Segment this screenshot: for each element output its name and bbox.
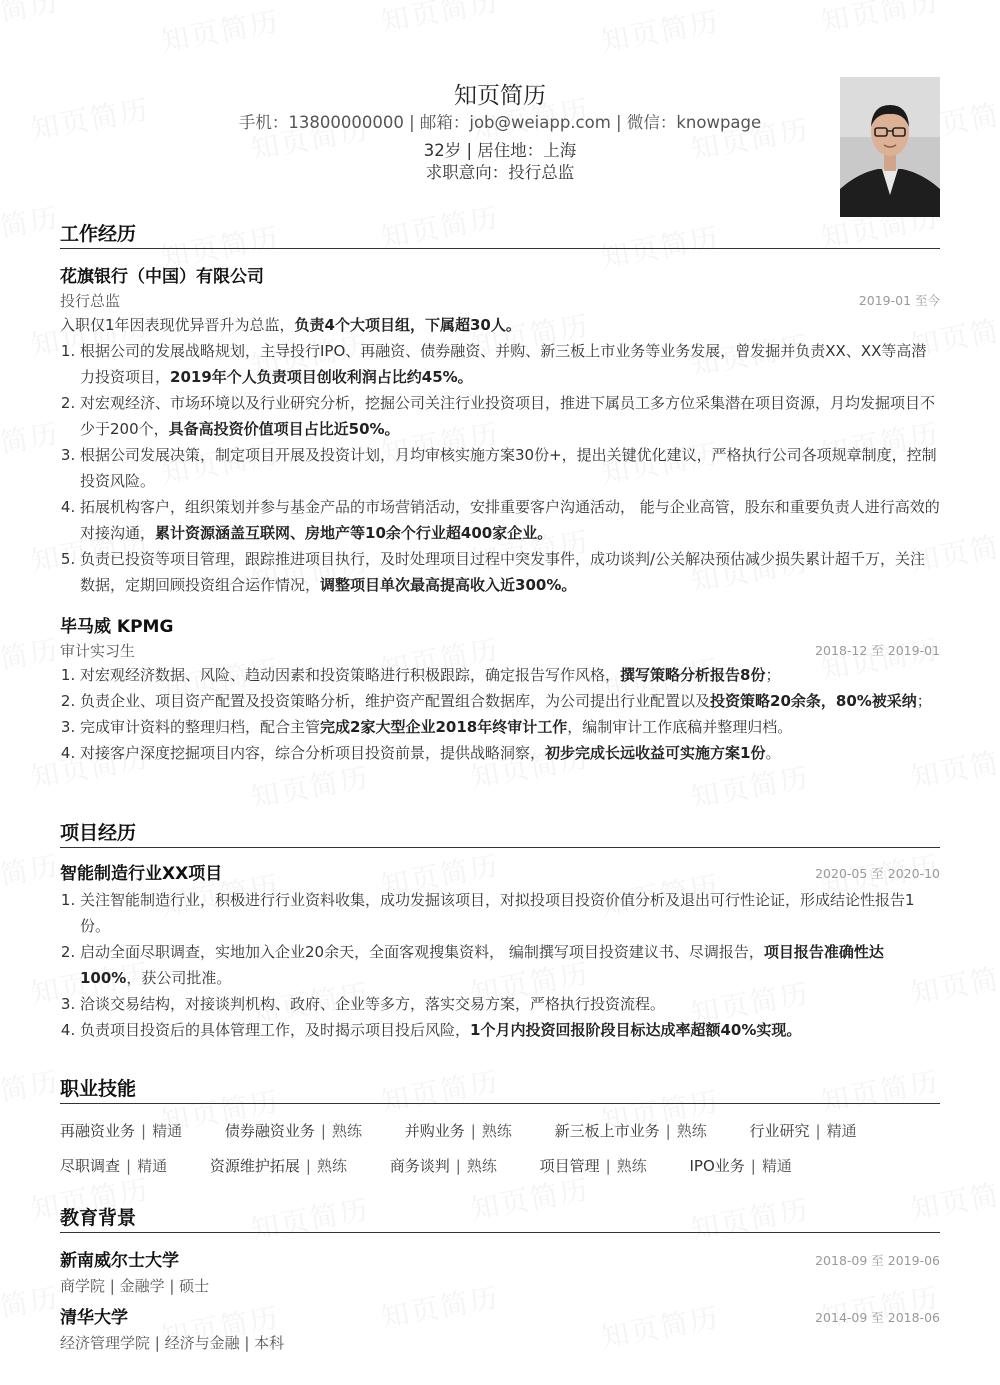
intro-text: 入职仅1年因表现优异晋升为总监， [60, 316, 295, 334]
job-date: 2019-01 至今 [858, 293, 940, 308]
project-date: 2020-05 至 2020-10 [815, 866, 940, 881]
work-entry [60, 614, 940, 766]
watermark-text [157, 0, 282, 60]
list-item: 1. 根据公司的发展战略规划，主导投行IPO、再融资、债券融资、并购、新三板上市业务等业务发展，曾发掘并负责XX、XX等高潜力投资项目，2019年个人负责项目创收利润占比约45%。 [80, 338, 940, 390]
list-item: 2. 对宏观经济、市场环境以及行业研究分析，挖掘公司关注行业投资项目，推进下属员工多方位采集潜在项目资源，月均发掘项目不少于200个，具备高投资价值项目占比近50%。 [80, 390, 940, 442]
list-item: 4. 对接客户深度挖掘项目内容，综合分析项目投资前景，提供战略洞察，初步完成长远收益可实施方案1份。 [80, 740, 940, 766]
job-date: 2018-12 至 2019-01 [815, 643, 940, 658]
work-entry-sub [60, 640, 940, 662]
project-entry-head [60, 861, 940, 887]
section-title-skills: 职业技能 [60, 1077, 940, 1104]
school-name: 清华大学 [60, 1308, 128, 1328]
skill-item: 并购业务 | 熟练 [404, 1122, 512, 1140]
watermark-text [597, 0, 722, 60]
watermark-text [0, 196, 63, 256]
project-duties [60, 887, 940, 1043]
skill-item: 行业研究 | 精通 [749, 1122, 857, 1140]
edu-date: 2018-09 至 2019-06 [815, 1253, 940, 1268]
job-intro [60, 312, 940, 338]
watermark-text [377, 0, 502, 40]
job-duties [60, 338, 940, 598]
list-item: 3. 完成审计资料的整理归档，配合主管完成2家大型企业2018年终审计工作，编制审计工作底稿并整理归档。 [80, 714, 940, 740]
profile-photo [840, 77, 940, 217]
intro-highlight: 负责4个大项目组，下属超30人。 [294, 316, 521, 334]
skill-row [60, 1149, 940, 1184]
age-location: 32岁 | 居住地：上海 [423, 141, 577, 160]
skill-item: 尽职调查 | 精通 [60, 1157, 168, 1175]
list-item: 3. 根据公司发展决策，制定项目开展及投资计划，月均审核实施方案30份+，提出关键优化建议，严格执行公司各项规章制度，控制投资风险。 [80, 442, 940, 494]
list-item: 3. 洽谈交易结构，对接谈判机构、政府、企业等多方，落实交易方案，严格执行投资流程。 [80, 991, 940, 1017]
section-title-work: 工作经历 [60, 222, 940, 249]
watermark-text [0, 1060, 63, 1120]
edu-entry-head [60, 1248, 940, 1274]
list-item: 1. 对宏观经济数据、风险、趋动因素和投资策略进行积极跟踪，确定报告写作风格，撰写策略分析报告8份； [80, 662, 940, 688]
watermark-text [0, 0, 63, 40]
work-entry-head [60, 264, 940, 290]
watermark-text [0, 628, 63, 688]
school-name: 新南威尔士大学 [60, 1251, 179, 1271]
edu-detail: 商学院 | 金融学 | 硕士 [60, 1277, 210, 1295]
section-title-project: 项目经历 [60, 821, 940, 848]
watermark-text [817, 0, 942, 40]
list-item: 4. 负责项目投资后的具体管理工作，及时揭示项目投后风险，1个月内投资回报阶段目标达成率超额40%实现。 [80, 1017, 940, 1043]
edu-detail: 经济管理学院 | 经济与金融 | 本科 [60, 1334, 285, 1352]
skills-list [60, 1114, 940, 1184]
edu-date: 2014-09 至 2018-06 [815, 1310, 940, 1325]
work-entry [60, 264, 940, 598]
watermark-text [0, 844, 63, 904]
job-role: 审计实习生 [60, 642, 136, 660]
section-title-education: 教育背景 [60, 1206, 940, 1233]
edu-entry-head [60, 1305, 940, 1331]
skill-item: 商务谈判 | 熟练 [389, 1157, 497, 1175]
list-item: 2. 负责企业、项目资产配置及投资策略分析，维护资产配置组合数据库，为公司提出行业配置以及投资策略20余条，80%被采纳； [80, 688, 940, 714]
list-item: 2. 启动全面尽职调查，实地加入企业20余天，全面客观搜集资料， 编制撰写项目投资建议书、尽调报告，项目报告准确性达100%，获公司批准。 [80, 939, 940, 991]
skill-item: 资源维护拓展 | 熟练 [209, 1157, 347, 1175]
list-item: 1. 关注智能制造行业，积极进行行业资料收集，成功发掘该项目，对拟投项目投资价值分析及退出可行性论证，形成结论性报告1份。 [80, 887, 940, 939]
candidate-name: 知页简历 [454, 83, 546, 109]
skills-section [60, 1077, 940, 1184]
contact-line: 手机：13800000000 | 邮箱：job@weiapp.com | 微信：knowpage [238, 113, 762, 132]
watermark-text [0, 1276, 63, 1336]
skill-item: 再融资业务 | 精通 [60, 1122, 183, 1140]
list-item: 4. 拓展机构客户，组织策划并参与基金产品的市场营销活动，安排重要客户沟通活动， 能与企业高管，股东和重要负责人进行高效的对接沟通，累计资源涵盖互联网、房地产等10余个行业超400家企业。 [80, 494, 940, 546]
skill-item: 项目管理 | 熟练 [539, 1157, 647, 1175]
job-duties [60, 662, 940, 766]
company-name: 毕马威 KPMG [60, 617, 174, 637]
project-section [60, 821, 940, 1043]
skill-item: IPO业务 | 精通 [689, 1157, 792, 1175]
skill-row [60, 1114, 940, 1149]
skill-item: 债券融资业务 | 熟练 [224, 1122, 362, 1140]
skill-item: 新三板上市业务 | 熟练 [554, 1122, 707, 1140]
watermark-text [0, 412, 63, 472]
work-entry-sub [60, 290, 940, 312]
job-role: 投行总监 [60, 292, 121, 310]
list-item: 5. 负责已投资等项目管理，跟踪推进项目执行，及时处理项目过程中突发事件，成功谈判/公关解决预估减少损失累计超千万，关注数据，定期回顾投资组合运作情况，调整项目单次最高提高收入近300%。 [80, 546, 940, 598]
resume-header [60, 75, 940, 220]
work-entry-head [60, 614, 940, 640]
job-intention: 求职意向：投行总监 [425, 163, 575, 182]
company-name: 花旗银行（中国）有限公司 [60, 267, 264, 287]
education-section [60, 1206, 940, 1355]
project-name: 智能制造行业XX项目 [60, 864, 223, 884]
work-section [60, 222, 940, 766]
